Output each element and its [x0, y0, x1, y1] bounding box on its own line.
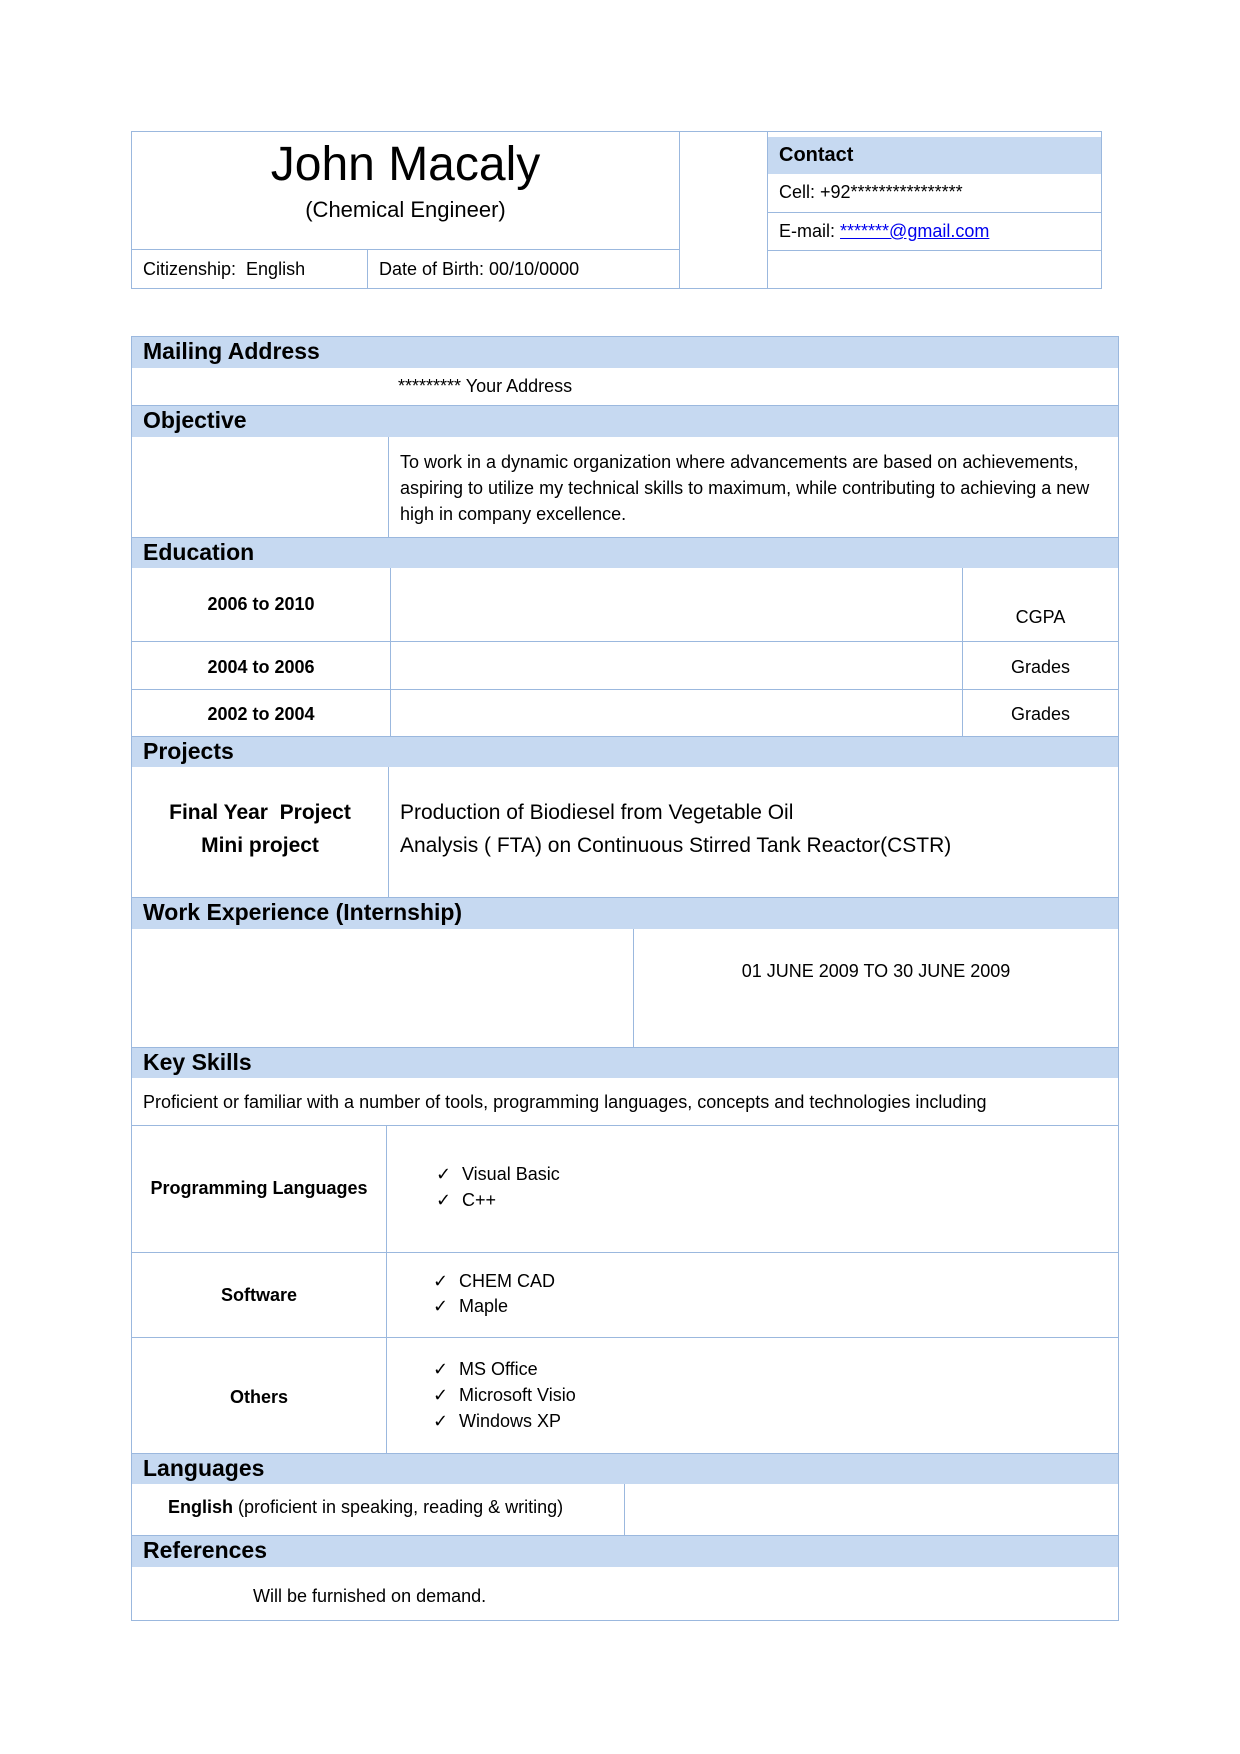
- projects-heading: Projects: [132, 737, 1118, 767]
- references-heading: References: [132, 1536, 1118, 1567]
- education-result: Grades: [1010, 704, 1071, 724]
- candidate-title: (Chemical Engineer): [305, 197, 506, 222]
- languages-heading: Languages: [132, 1454, 1118, 1484]
- date-of-birth: Date of Birth: 00/10/0000: [379, 259, 580, 279]
- project-description: Analysis ( FTA) on Continuous Stirred Tank Reactor(CSTR): [400, 834, 952, 857]
- objective-text: To work in a dynamic organization where advancements are based on achievements, aspiring to utilize my technical skills to maximum, while contributing to achieving a new high in company excellence.: [400, 452, 1090, 524]
- skill-item-label: Maple: [459, 1296, 509, 1316]
- language-entry: [168, 1497, 563, 1518]
- skill-item-label: Microsoft Visio: [459, 1385, 576, 1405]
- skill-item-label: C++: [462, 1190, 497, 1210]
- check-icon: ✓: [433, 1385, 449, 1405]
- education-years: 2002 to 2004: [207, 704, 315, 724]
- contact-email: [779, 221, 989, 242]
- check-icon: ✓: [436, 1190, 452, 1210]
- education-years: 2006 to 2010: [207, 594, 315, 614]
- languages-col-divider: [624, 1484, 625, 1535]
- divider: [132, 1337, 1118, 1338]
- skill-item: [433, 1296, 508, 1317]
- check-icon: ✓: [436, 1164, 452, 1184]
- work-col-divider: [633, 929, 634, 1047]
- divider: [132, 1125, 1118, 1126]
- email-link[interactable]: *******@gmail.com: [840, 221, 990, 241]
- language-name: English: [168, 1497, 234, 1517]
- work-dates: 01 JUNE 2009 TO 30 JUNE 2009: [741, 961, 1011, 981]
- skill-group-label: Others: [229, 1387, 289, 1407]
- skill-item: [433, 1271, 555, 1292]
- divider: [132, 1252, 1118, 1253]
- work-heading: Work Experience (Internship): [132, 898, 1118, 929]
- skills-intro: Proficient or familiar with a number of tools, programming languages, concepts and technologies including: [143, 1092, 987, 1112]
- skill-group-label: Programming Languages: [150, 1178, 368, 1198]
- education-years: 2004 to 2006: [207, 657, 315, 677]
- mailing-heading: Mailing Address: [132, 337, 1118, 368]
- divider: [132, 641, 1118, 642]
- skill-item: [433, 1385, 576, 1406]
- candidate-name: John Macaly: [270, 138, 541, 191]
- references-text: Will be furnished on demand.: [253, 1586, 487, 1606]
- skill-item: [433, 1359, 538, 1380]
- mailing-address: ********* Your Address: [398, 376, 573, 396]
- header-col-divider: [367, 249, 368, 289]
- project-label: Final Year Project: [169, 801, 351, 824]
- objective-heading: Objective: [132, 406, 1118, 437]
- project-label: Mini project: [201, 834, 319, 857]
- skill-group-label: Software: [220, 1285, 298, 1305]
- contact-heading: Contact: [768, 137, 1101, 174]
- divider: [132, 689, 1118, 690]
- skill-item: [433, 1411, 561, 1432]
- header-spacer: [679, 131, 768, 289]
- objective-col-divider: [388, 437, 389, 537]
- skill-item-label: Windows XP: [459, 1411, 562, 1431]
- education-heading: Education: [132, 538, 1118, 568]
- skill-item-label: Visual Basic: [462, 1164, 560, 1184]
- email-label: E-mail:: [779, 221, 841, 241]
- skills-heading: Key Skills: [132, 1048, 1118, 1078]
- contact-divider-1: [768, 212, 1101, 213]
- education-result: CGPA: [1015, 607, 1066, 627]
- contact-cell: Cell: +92****************: [779, 182, 963, 202]
- header-divider: [131, 249, 680, 250]
- skill-item-label: CHEM CAD: [459, 1271, 556, 1291]
- skill-item: [436, 1190, 496, 1211]
- skill-item-label: MS Office: [459, 1359, 538, 1379]
- edu-col-divider-1: [390, 568, 391, 736]
- check-icon: ✓: [433, 1359, 449, 1379]
- skill-item: [436, 1164, 560, 1185]
- check-icon: ✓: [433, 1271, 449, 1291]
- contact-divider-2: [768, 250, 1101, 251]
- check-icon: ✓: [433, 1296, 449, 1316]
- education-result: Grades: [1010, 657, 1071, 677]
- skills-col-divider: [386, 1125, 387, 1453]
- projects-col-divider: [388, 767, 389, 897]
- check-icon: ✓: [433, 1411, 449, 1431]
- language-detail: (proficient in speaking, reading & writing): [233, 1497, 564, 1517]
- project-description: Production of Biodiesel from Vegetable Oil: [400, 801, 794, 824]
- citizenship: Citizenship: English: [143, 259, 306, 279]
